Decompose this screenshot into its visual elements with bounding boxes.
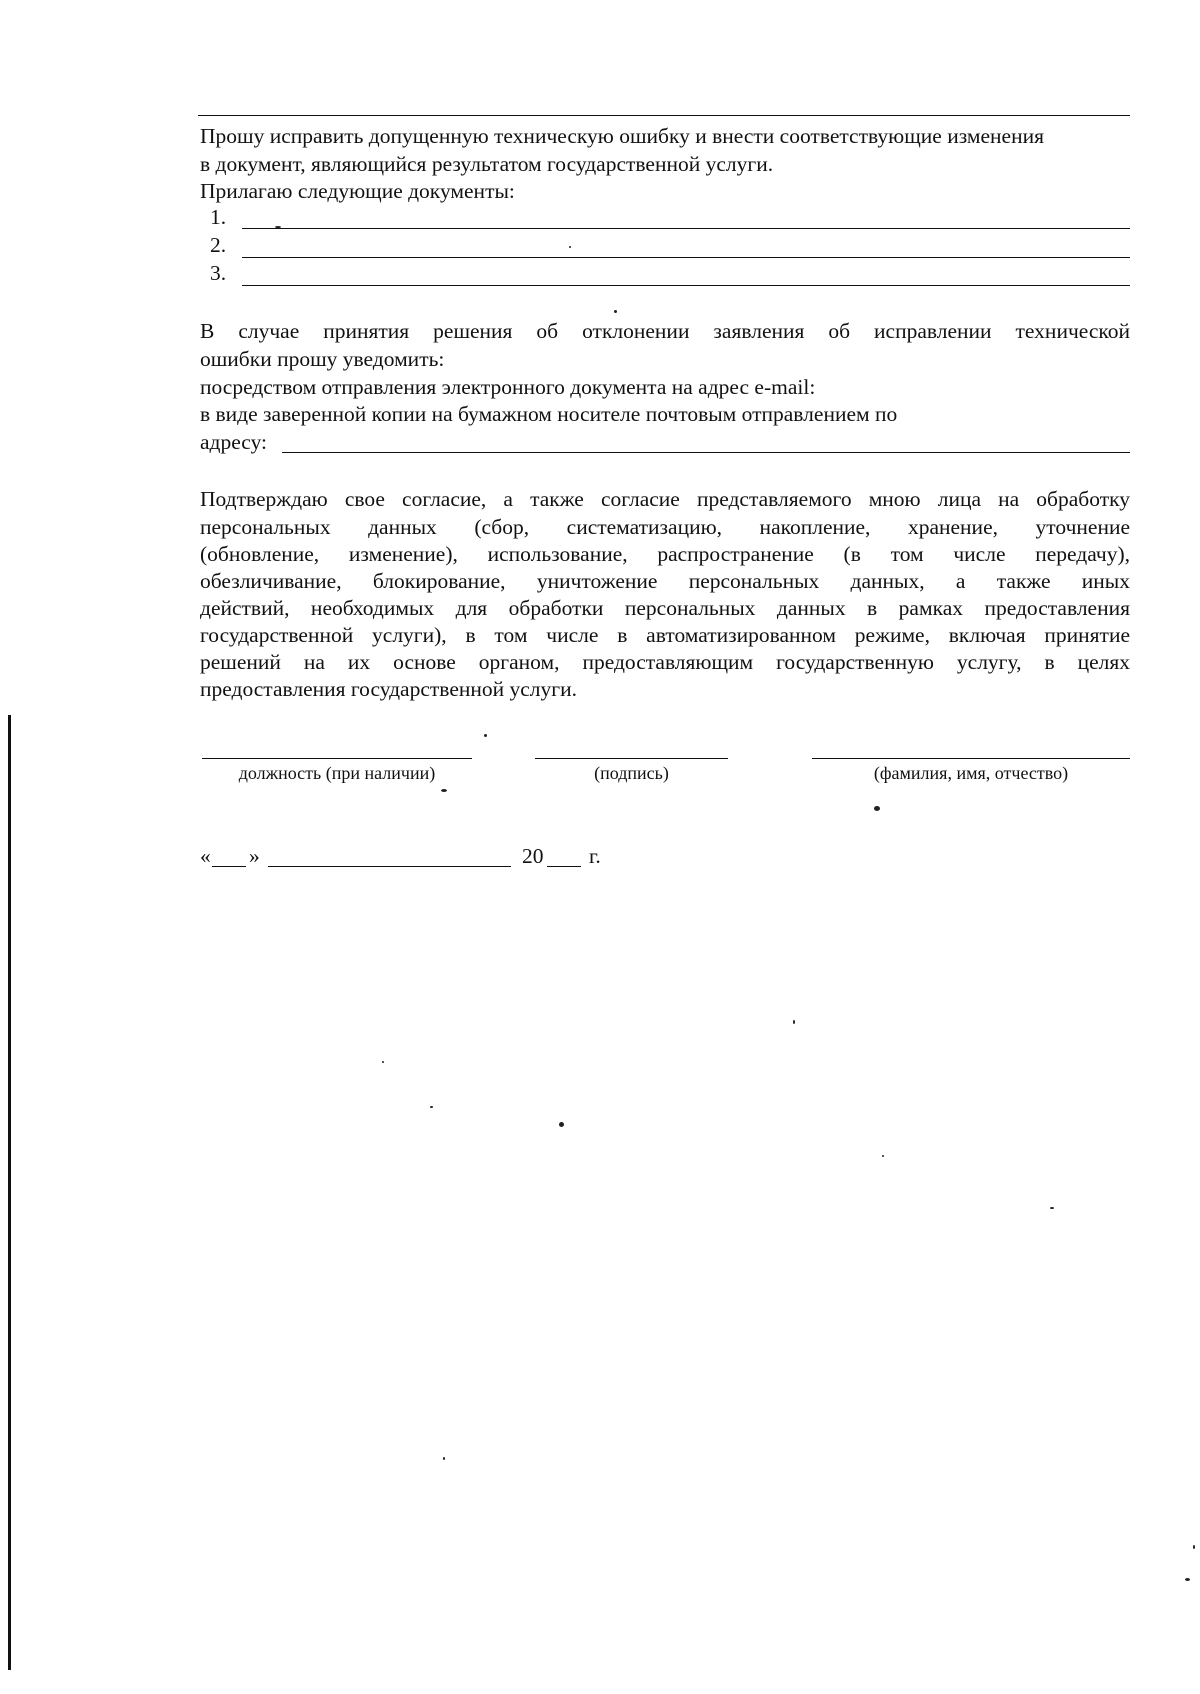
top-rule bbox=[198, 115, 1130, 116]
signature-field[interactable] bbox=[535, 758, 728, 759]
scan-edge-left bbox=[8, 715, 11, 1670]
consent-line-7: решений на их основе органом, предоставляющим государственную услугу, в целях bbox=[200, 650, 1130, 674]
consent-line-1: Подтверждаю свое согласие, а также согласие представляемого мною лица на обработку bbox=[200, 487, 1130, 511]
notify-line-2: ошибки прошу уведомить: bbox=[200, 347, 445, 371]
scan-speck bbox=[443, 1457, 445, 1460]
scan-speck bbox=[441, 789, 447, 792]
notify-line-1: В случае принятия решения об отклонении заявления об исправлении технической bbox=[200, 319, 1130, 343]
attachment-number-3: 3. bbox=[210, 261, 227, 285]
consent-line-6: государственной услуги), в том числе в автоматизированном режиме, включая принятие bbox=[200, 623, 1130, 647]
day-field[interactable] bbox=[212, 866, 246, 867]
address-label: адресу: bbox=[200, 430, 268, 454]
scan-speck bbox=[382, 1061, 384, 1063]
attachment-number-1: 1. bbox=[210, 205, 227, 229]
date-close-quote: » bbox=[249, 844, 260, 868]
email-option: посредством отправления электронного документа на адрес e-mail: bbox=[200, 375, 816, 399]
scan-speck bbox=[874, 806, 880, 811]
attachment-field-3[interactable] bbox=[242, 285, 1130, 286]
attachment-number-2: 2. bbox=[210, 233, 227, 257]
year-field[interactable] bbox=[547, 866, 581, 867]
year-suffix: г. bbox=[589, 844, 601, 868]
post-option: в виде заверенной копии на бумажном носителе почтовым отправлением по bbox=[200, 402, 898, 426]
scan-speck bbox=[793, 1020, 795, 1024]
consent-line-5: действий, необходимых для обработки персональных данных в рамках предоставления bbox=[200, 596, 1130, 620]
attachments-heading: Прилагаю следующие документы: bbox=[200, 179, 515, 203]
position-caption: должность (при наличии) bbox=[238, 763, 436, 783]
consent-last-line: предоставления государственной услуги. bbox=[200, 677, 577, 701]
scan-speck bbox=[275, 226, 281, 228]
scan-speck bbox=[614, 310, 617, 313]
scan-speck bbox=[559, 1122, 564, 1127]
attachment-field-2[interactable] bbox=[242, 257, 1130, 258]
name-field[interactable] bbox=[812, 758, 1130, 759]
scan-speck bbox=[430, 1106, 433, 1108]
request-line-2: в документ, являющийся результатом государственной услуги. bbox=[200, 152, 774, 176]
scan-speck bbox=[1193, 1545, 1195, 1549]
scan-speck bbox=[569, 246, 571, 248]
year-prefix: 20 bbox=[522, 844, 544, 868]
month-field[interactable] bbox=[268, 866, 511, 867]
date-open-quote: « bbox=[200, 844, 211, 868]
scan-speck bbox=[1050, 1207, 1054, 1209]
consent-line-3: (обновление, изменение), использование, распространение (в том числе передачу), bbox=[200, 542, 1130, 566]
address-field[interactable] bbox=[282, 452, 1130, 453]
consent-line-4: обезличивание, блокирование, уничтожение персональных данных, а также иных bbox=[200, 569, 1130, 593]
signature-caption: (подпись) bbox=[594, 763, 669, 783]
scan-speck bbox=[1185, 1578, 1190, 1581]
scan-speck bbox=[882, 1155, 884, 1157]
request-line-1: Прошу исправить допущенную техническую ошибку и внести соответствующие изменения bbox=[200, 124, 1044, 148]
scan-speck bbox=[484, 734, 487, 737]
consent-line-2: персональных данных (сбор, систематизацию, накопление, хранение, уточнение bbox=[200, 515, 1130, 539]
attachment-field-1[interactable] bbox=[242, 228, 1130, 229]
name-caption: (фамилия, имя, отчество) bbox=[873, 763, 1069, 783]
position-field[interactable] bbox=[202, 758, 472, 759]
